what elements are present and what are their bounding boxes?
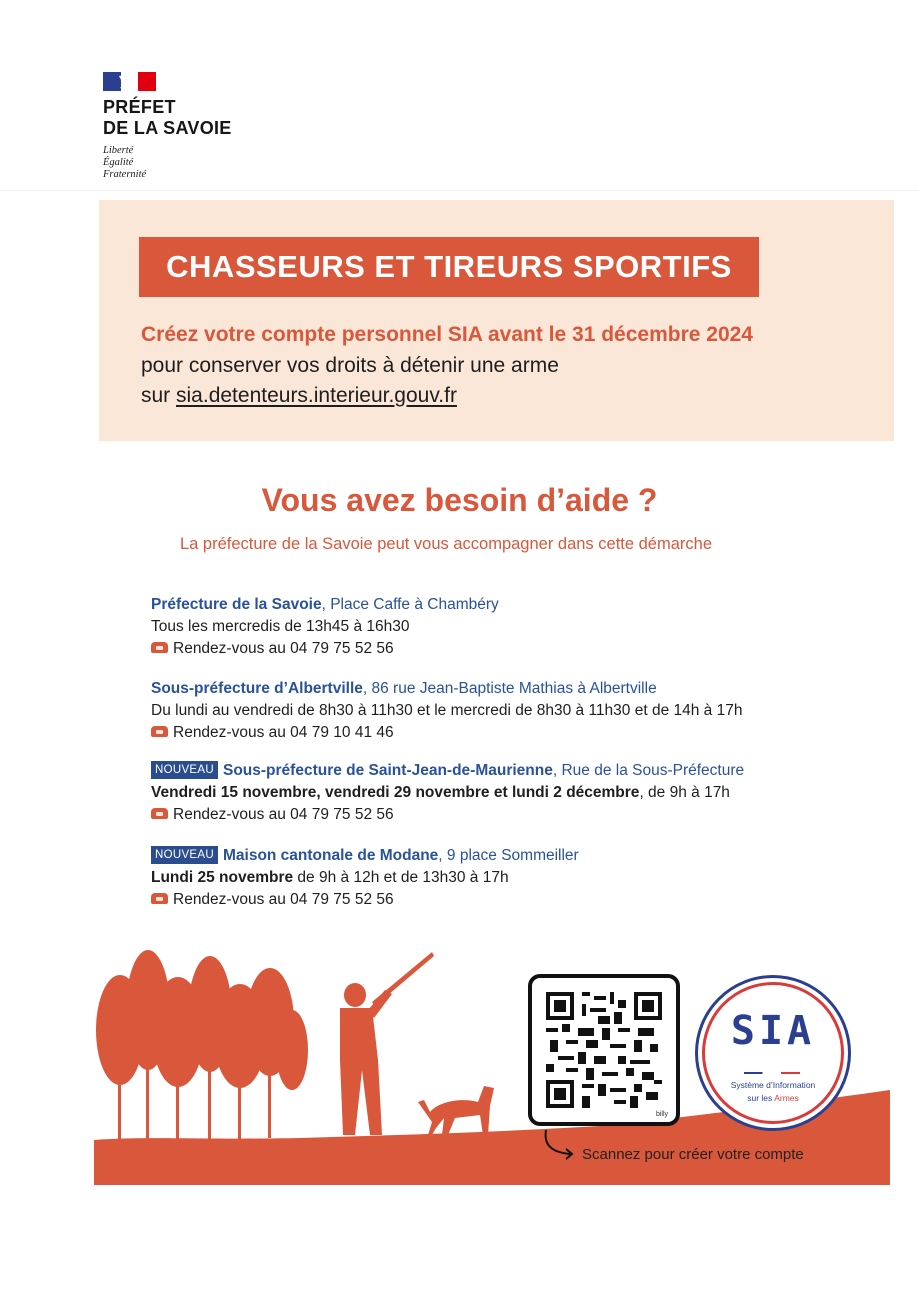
qr-watermark: billy (655, 1111, 668, 1118)
location-hours: de 9h à 12h et de 13h30 à 17h (293, 869, 509, 886)
location-address: , Rue de la Sous-Préfecture (552, 762, 745, 779)
location-name: Préfecture de la Savoie (151, 596, 322, 613)
location-address: , 86 rue Jean-Baptiste Mathias à Albertville (362, 680, 657, 697)
phone-icon (151, 726, 168, 737)
location-phone: Rendez-vous au 04 79 75 52 56 (173, 806, 394, 823)
qr-code-icon (546, 992, 662, 1108)
motto-liberte: Liberté (103, 145, 134, 156)
location-entry (151, 594, 851, 660)
location-phone: Rendez-vous au 04 79 75 52 56 (173, 640, 394, 657)
prefet-logo (103, 72, 303, 181)
new-badge: NOUVEAU (151, 761, 218, 779)
sia-tagline-armes: Armes (774, 1093, 799, 1103)
location-name: Sous-préfecture d’Albertville (151, 680, 363, 697)
location-phone: Rendez-vous au 04 79 10 41 46 (173, 724, 394, 741)
logo-line-savoie: DE LA SAVOIE (103, 118, 232, 138)
arrow-icon (538, 1128, 578, 1162)
info-banner (99, 200, 894, 441)
banner-title: CHASSEURS ET TIREURS SPORTIFS (139, 237, 759, 297)
banner-line-2: pour conserver vos droits à détenir une arme (141, 354, 559, 377)
location-hours: Tous les mercredis de 13h45 à 16h30 (151, 618, 410, 635)
help-subtitle: La préfecture de la Savoie peut vous accompagner dans cette démarche (180, 535, 712, 553)
motto-fraternite: Fraternité (103, 169, 147, 180)
marianne-flag-icon (103, 72, 156, 91)
location-dates: Lundi 25 novembre (151, 869, 294, 886)
location-address: , 9 place Sommeiller (438, 847, 579, 864)
sia-tagline-2-prefix: sur les (747, 1093, 775, 1103)
location-phone: Rendez-vous au 04 79 75 52 56 (173, 891, 394, 908)
location-entry (151, 845, 851, 911)
location-name: Maison cantonale de Modane (222, 847, 439, 864)
sia-tagline-1: Système d’Information (730, 1080, 816, 1090)
motto-egalite: Égalité (103, 157, 134, 168)
location-dates: Vendredi 15 novembre, vendredi 29 novembre et lundi 2 décembre (151, 784, 640, 801)
new-badge: NOUVEAU (151, 846, 218, 864)
help-title: Vous avez besoin d’aide ? (261, 482, 658, 518)
sia-tagline-2 (698, 1093, 848, 1103)
banner-highlight: Créez votre compte personnel SIA avant le 31 décembre 2024 (141, 323, 753, 346)
location-entry (151, 678, 851, 744)
location-hours: Du lundi au vendredi de 8h30 à 11h30 et le mercredi de 8h30 à 11h30 et de 14h à 17h (151, 702, 743, 719)
banner-line-3 (141, 384, 457, 408)
location-entry (151, 760, 851, 826)
phone-icon (151, 893, 168, 904)
qr-caption: Scannez pour créer votre compte (582, 1146, 804, 1163)
sia-tricolor-bar (744, 1072, 800, 1074)
banner-line-3-prefix: sur (141, 384, 177, 407)
sia-acronym: SIA (730, 1008, 816, 1054)
phone-icon (151, 808, 168, 819)
location-hours: , de 9h à 17h (639, 784, 730, 801)
phone-icon (151, 642, 168, 653)
sia-logo (695, 975, 851, 1131)
logo-line-prefet: PRÉFET (103, 97, 176, 117)
sia-website-link[interactable]: sia.detenteurs.interieur.gouv.fr (176, 384, 457, 407)
location-name: Sous-préfecture de Saint-Jean-de-Maurienne (222, 762, 553, 779)
header-divider (0, 190, 919, 191)
qr-code-frame[interactable] (528, 974, 680, 1126)
location-address: , Place Caffe à Chambéry (321, 596, 499, 613)
